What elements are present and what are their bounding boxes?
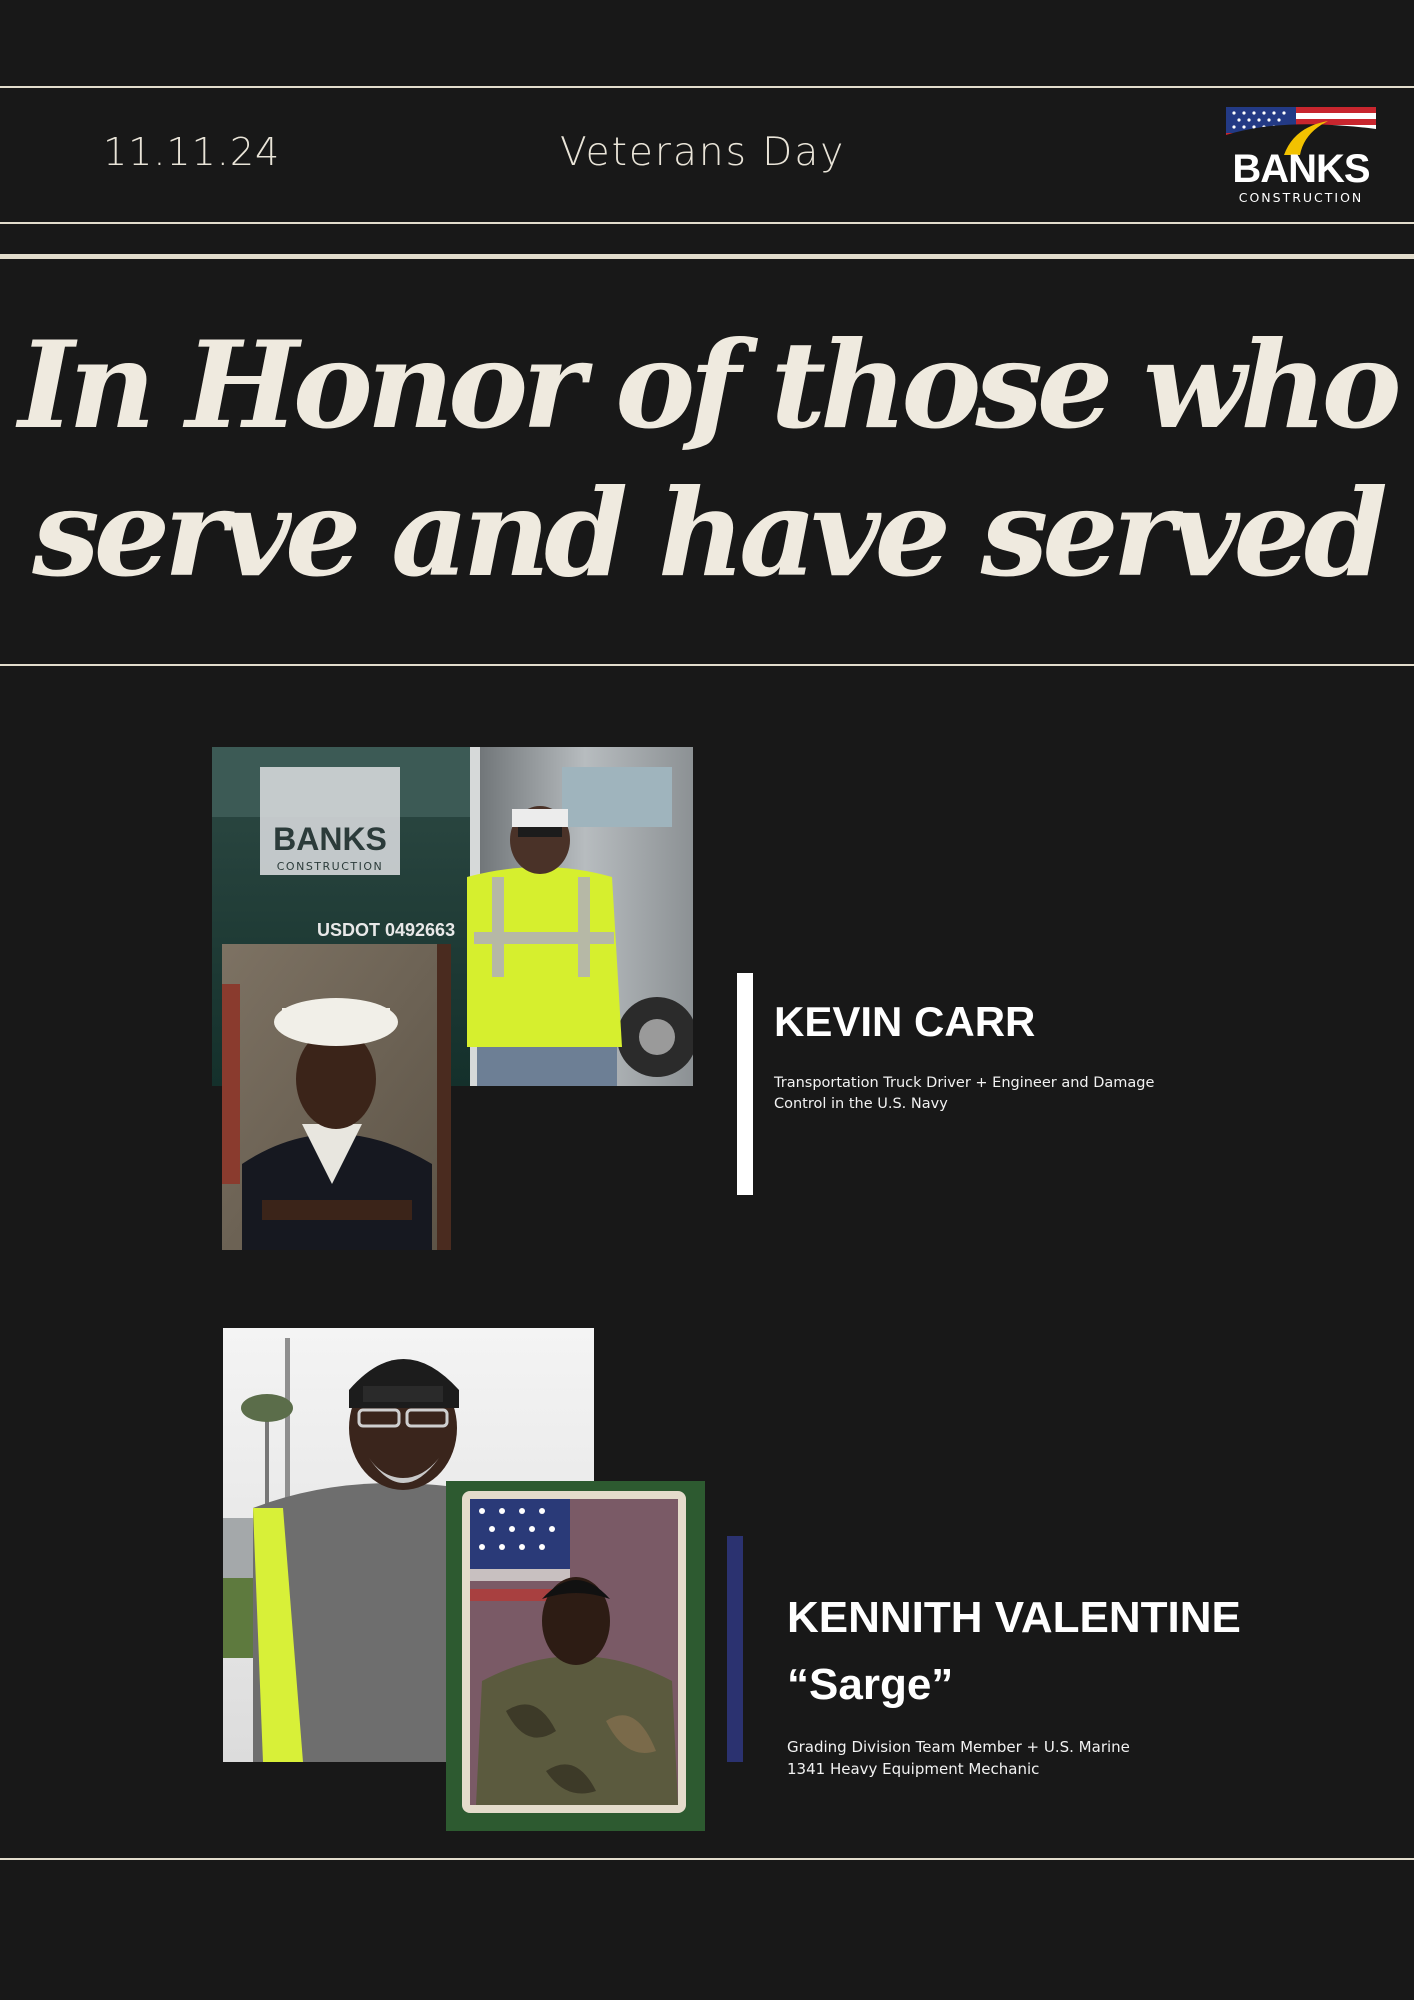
kevin-carr-accent-bar	[737, 973, 753, 1195]
logo-tagline: CONSTRUCTION	[1238, 190, 1364, 205]
event-date: 11.11.24	[103, 130, 281, 174]
svg-text:CONSTRUCTION: CONSTRUCTION	[276, 860, 384, 873]
kevin-carr-role-line-1: Transportation Truck Driver + Engineer and Damage	[774, 1075, 1155, 1091]
kennith-valentine-role-line-1: Grading Division Team Member + U.S. Marine	[787, 1738, 1130, 1756]
kevin-carr-role-line-2: Control in the U.S. Navy	[774, 1096, 948, 1112]
header-bottom-rule	[0, 222, 1414, 224]
page-headline	[0, 312, 1414, 608]
kennith-valentine-role	[787, 1736, 1130, 1780]
kennith-valentine-nickname: “Sarge”	[787, 1660, 954, 1709]
truck-usdot-text: USDOT 0492663	[317, 920, 456, 940]
svg-text:BANKS: BANKS	[273, 821, 387, 857]
headline-bottom-rule	[0, 664, 1414, 666]
headline-line-2: serve and have served	[32, 463, 1382, 604]
kevin-carr-role	[774, 1073, 1154, 1115]
kennith-valentine-marine-portrait	[446, 1481, 705, 1831]
kennith-valentine-accent-bar	[727, 1536, 743, 1762]
logo-brand: BANKS	[1232, 147, 1370, 191]
headline-line-1: In Honor of those who	[18, 315, 1396, 456]
top-rule	[0, 86, 1414, 88]
kennith-valentine-name: KENNITH VALENTINE	[787, 1593, 1241, 1642]
banks-construction-logo	[1224, 105, 1378, 208]
kennith-valentine-role-line-2: 1341 Heavy Equipment Mechanic	[787, 1760, 1040, 1778]
kevin-carr-navy-portrait	[222, 944, 451, 1250]
kevin-carr-name: KEVIN CARR	[774, 998, 1036, 1045]
event-title: Veterans Day	[560, 130, 846, 175]
bottom-rule	[0, 1858, 1414, 1860]
header-thick-rule	[0, 254, 1414, 259]
